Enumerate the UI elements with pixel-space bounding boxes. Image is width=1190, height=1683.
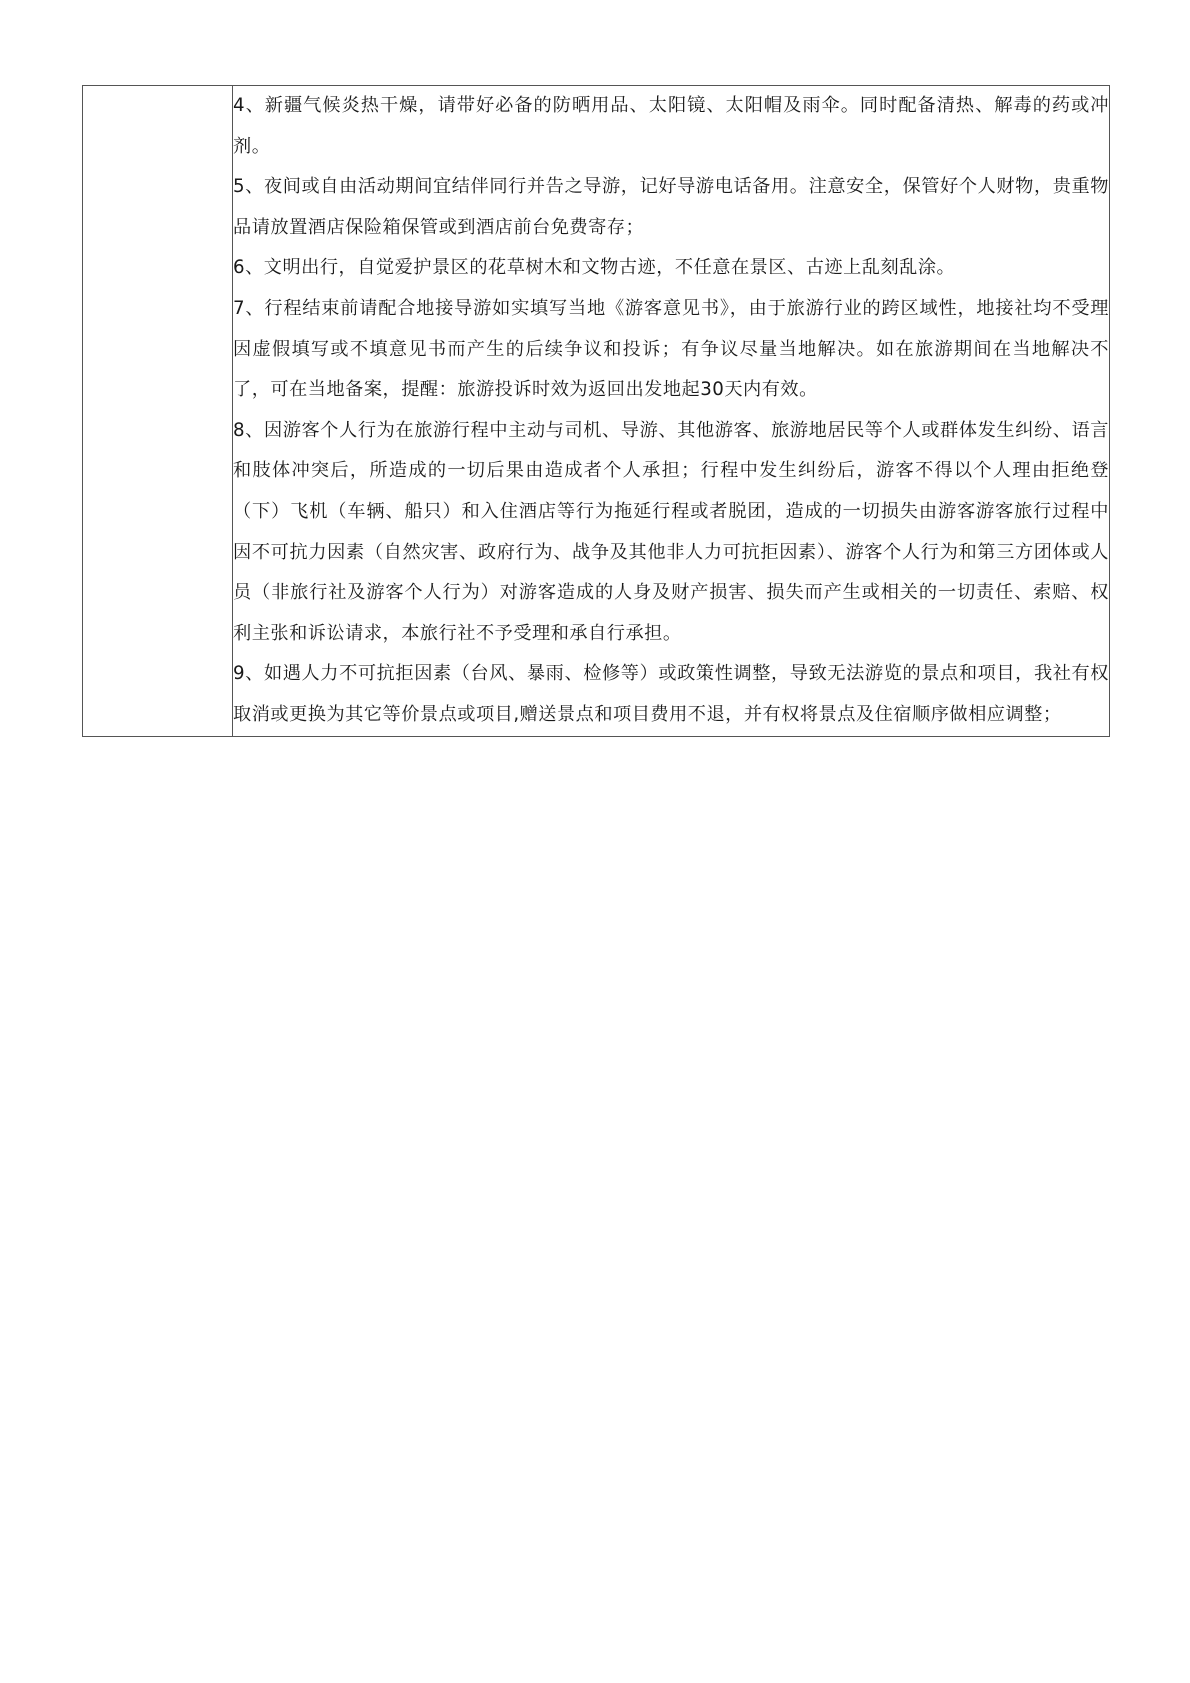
content-cell xyxy=(233,86,1110,737)
note-item-6: 6、文明出行，自觉爱护景区的花草树木和文物古迹，不任意在景区、古迹上乱刻乱涂。 xyxy=(233,257,956,279)
note-item-5: 5、夜间或自由活动期间宜结伴同行并告之导游，记好导游电话备用。注意安全，保管好个人财物，贵重物品请放置酒店保险箱保管或到酒店前台免费寄存； xyxy=(233,176,1109,238)
note-item-9: 9、如遇人力不可抗拒因素（台风、暴雨、检修等）或政策性调整，导致无法游览的景点和项目，我社有权取消或更换为其它等价景点或项目,赠送景点和项目费用不退，并有权将景点及住宿顺序做相应调整； xyxy=(233,663,1109,725)
note-item-8: 8、因游客个人行为在旅游行程中主动与司机、导游、其他游客、旅游地居民等个人或群体发生纠纷、语言和肢体冲突后，所造成的一切后果由造成者个人承担；行程中发生纠纷后，游客不得以个人理由拒绝登（下）飞机（车辆、船只）和入住酒店等行为拖延行程或者脱团，造成的一切损失由游客游客旅行过程中因不可抗力因素（自然灾害、政府行为、战争及其他非人力可抗拒因素）、游客个人行为和第三方团体或人员（非旅行社及游客个人行为）对游客造成的人身及财产损害、损失而产生或相关的一切责任、索赔、权利主张和诉讼请求，本旅行社不予受理和承自行承担。 xyxy=(233,419,1109,644)
label-cell xyxy=(83,86,233,737)
travel-notes-table xyxy=(82,85,1110,737)
note-item-4: 4、新疆气候炎热干燥，请带好必备的防晒用品、太阳镜、太阳帽及雨伞。同时配备清热、解毒的药或冲剂。 xyxy=(233,95,1109,157)
table-row xyxy=(83,86,1110,737)
note-item-7: 7、行程结束前请配合地接导游如实填写当地《游客意见书》，由于旅游行业的跨区域性，地接社均不受理因虚假填写或不填意见书而产生的后续争议和投诉；有争议尽量当地解决。如在旅游期间在当地解决不了，可在当地备案，提醒：旅游投诉时效为返回出发地起30天内有效。 xyxy=(233,297,1109,401)
